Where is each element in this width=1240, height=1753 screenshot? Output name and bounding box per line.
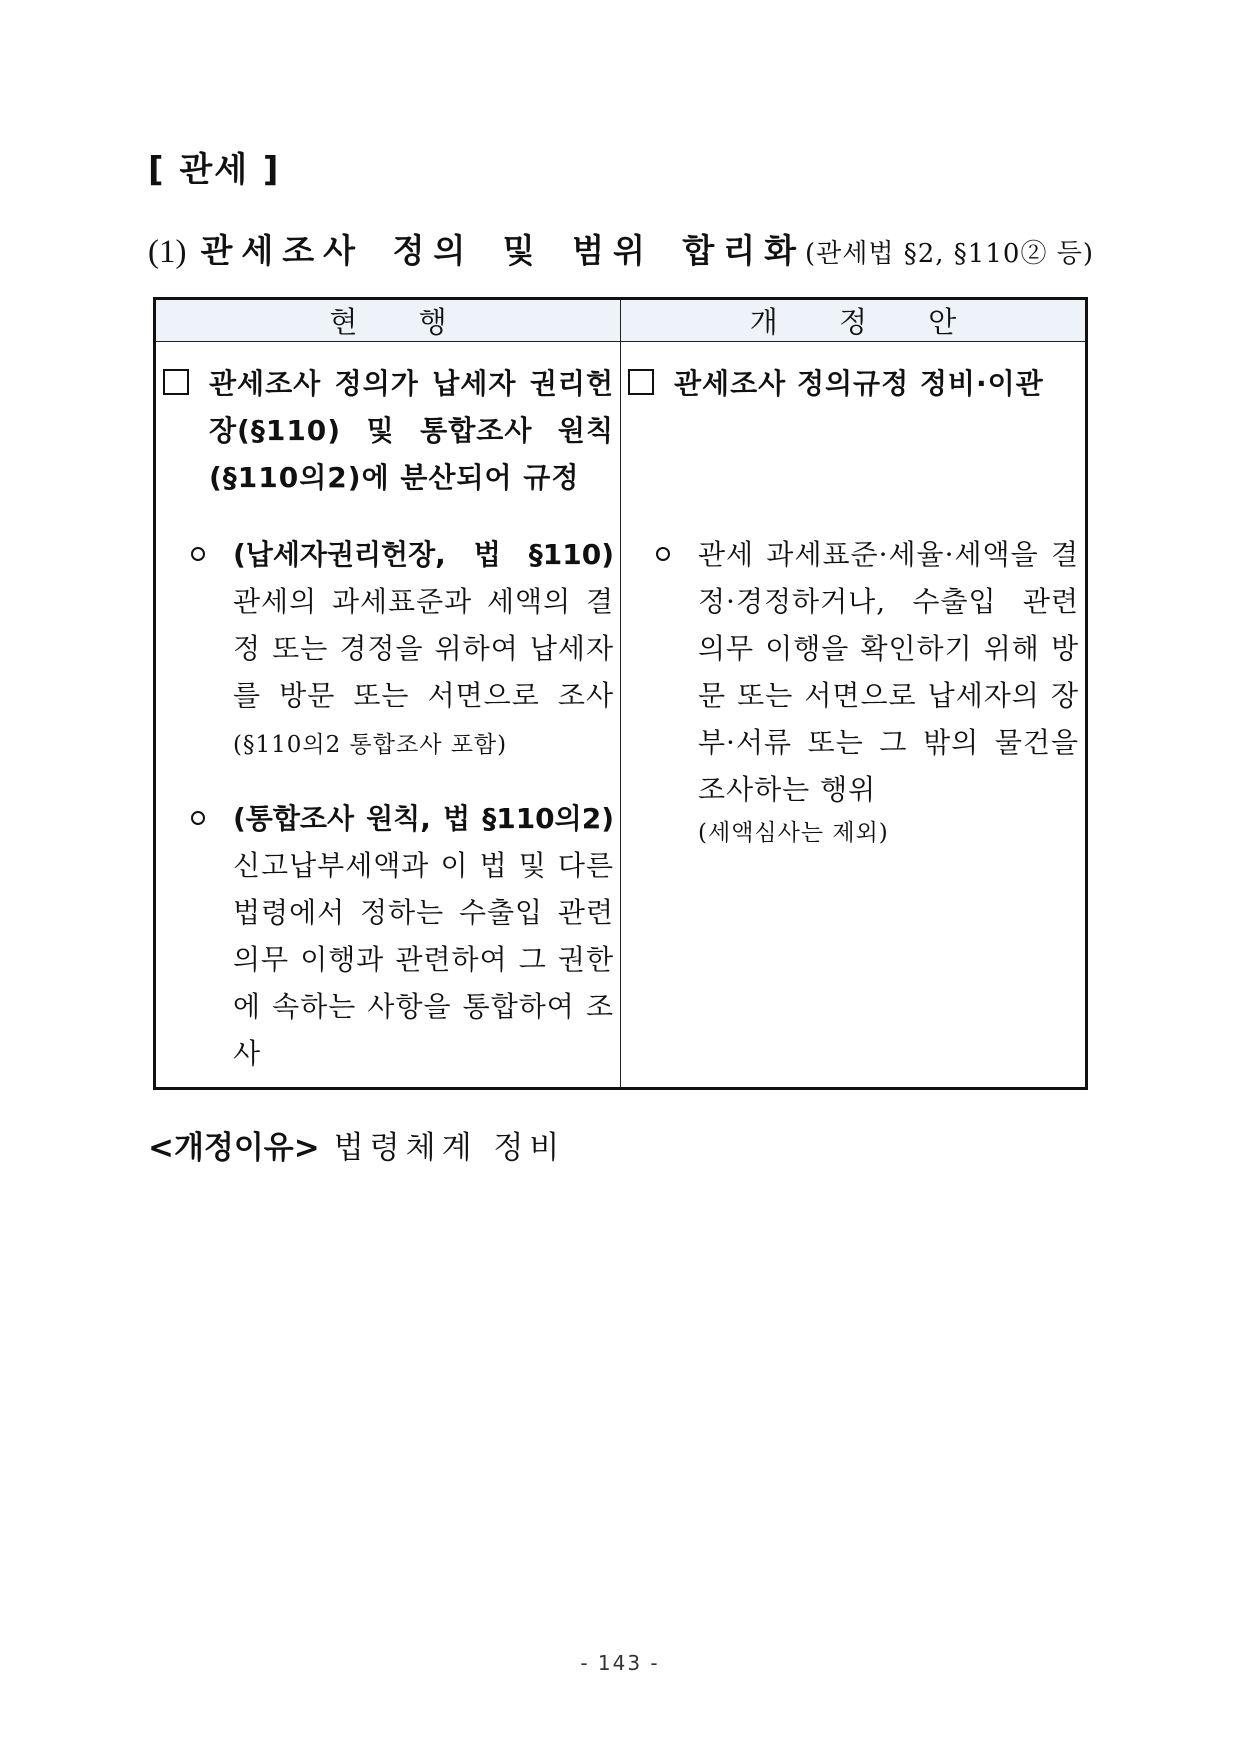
- current-list-item: [163, 531, 614, 769]
- header-current: 현 행: [155, 299, 621, 342]
- amendment-reason: [148, 1122, 565, 1167]
- current-box-item: [163, 360, 614, 501]
- reason-text: 법령체계 정비: [333, 1130, 566, 1166]
- circle-bullet-icon: [191, 811, 205, 825]
- proposed-list-item: [628, 531, 1079, 853]
- current-item-lead: (납세자권리헌장, 법 §110): [233, 538, 614, 571]
- current-cell: [155, 342, 621, 1089]
- checkbox-square-icon: [628, 369, 654, 395]
- item-heading: [148, 225, 1094, 272]
- proposed-box-item: [628, 360, 1079, 407]
- item-number: (1): [148, 234, 187, 270]
- current-item-small: (§110의2 통합조사 포함): [233, 732, 508, 758]
- table-header-row: [155, 299, 1087, 342]
- circle-bullet-icon: [656, 547, 670, 561]
- item-title: 관세조사 정의 및 범위 합리화: [200, 231, 805, 270]
- proposed-box-text: 관세조사 정의규정 정비·이관: [674, 367, 1044, 400]
- item-reference: (관세법 §2, §110② 등): [804, 239, 1094, 269]
- current-box-text: 관세조사 정의가 납세자 권리헌장(§110) 및 통합조사 원칙(§110의2)에 분산되어 규정: [209, 367, 614, 494]
- current-item-lead: (통합조사 원칙, 법 §110의2): [233, 802, 614, 835]
- proposed-cell: [621, 342, 1087, 1089]
- section-title: [ 관세 ]: [148, 150, 281, 190]
- current-item-text: 관세의 과세표준과 세액의 결정 또는 경정을 위하여 납세자를 방문 또는 서면으로 조사: [233, 585, 614, 712]
- circle-bullet-icon: [191, 547, 205, 561]
- proposed-item-note: (세액심사는 제외): [698, 820, 889, 846]
- current-item-text: 신고납부세액과 이 법 및 다른 법령에서 정하는 수출입 관련 의무 이행과 관련하여 그 권한에 속하는 사항을 통합하여 조사: [233, 849, 614, 1070]
- comparison-table: [153, 297, 1088, 1090]
- reason-label: <개정이유>: [148, 1130, 320, 1166]
- page-number: - 143 -: [580, 1651, 660, 1675]
- table-body-row: [155, 342, 1087, 1089]
- checkbox-square-icon: [163, 369, 189, 395]
- header-proposed: 개 정 안: [621, 299, 1087, 342]
- proposed-item-text: 관세 과세표준·세율·세액을 결정·경정하거나, 수출입 관련 의무 이행을 확인하기 위해 방문 또는 서면으로 납세자의 장부·서류 또는 그 밖의 물건을 조사하는 행위: [698, 538, 1079, 806]
- current-list-item: [163, 795, 614, 1077]
